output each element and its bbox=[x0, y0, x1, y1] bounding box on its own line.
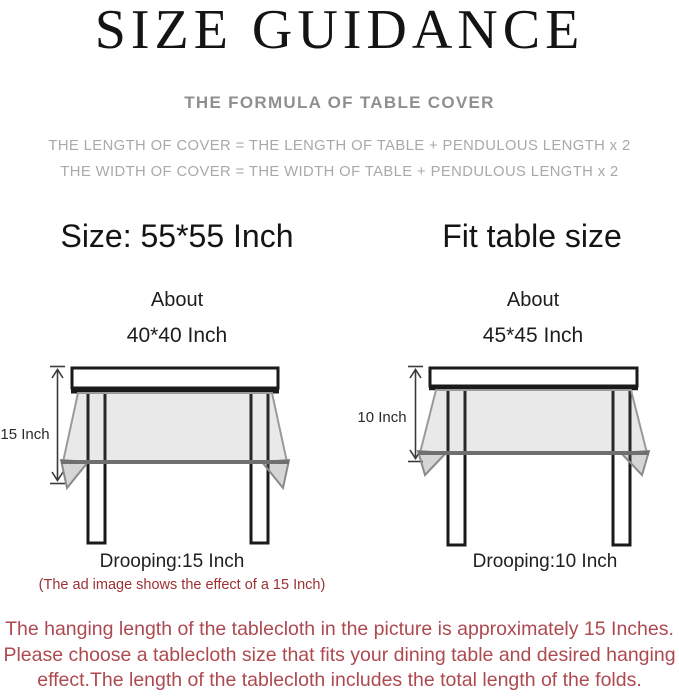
right-drooping-caption: Drooping:10 Inch bbox=[472, 551, 618, 572]
table-diagram-right bbox=[340, 360, 679, 550]
formula-width-line: THE WIDTH OF COVER = THE WIDTH OF TABLE + PENDULOUS LENGTH x 2 bbox=[60, 164, 619, 180]
right-about-label: About bbox=[506, 289, 560, 311]
right-drop-height-label: 10 Inch bbox=[357, 409, 407, 426]
footer-disclaimer bbox=[0, 617, 679, 694]
page-title: SIZE GUIDANCE bbox=[94, 0, 585, 61]
tabletop bbox=[72, 368, 278, 388]
tablecloth bbox=[63, 393, 287, 462]
left-about-label: About bbox=[150, 289, 204, 311]
left-drop-height-label: 15 Inch bbox=[0, 426, 50, 443]
left-table-size: 40*40 Inch bbox=[126, 324, 228, 347]
footer-line: effect.The length of the tablecloth includes the total length of the folds. bbox=[37, 669, 642, 691]
ad-effect-note: (The ad image shows the effect of a 15 Inch) bbox=[38, 577, 326, 593]
left-drooping-caption: Drooping:15 Inch bbox=[99, 551, 245, 572]
tablecloth-corner-fold bbox=[61, 460, 88, 488]
footer-line: The hanging length of the tablecloth in the picture is approximately 15 Inches. bbox=[5, 618, 674, 640]
tablecloth bbox=[420, 390, 647, 453]
left-size-heading: Size: 55*55 Inch bbox=[60, 218, 294, 254]
formula-length-line: THE LENGTH OF COVER = THE LENGTH OF TABLE + PENDULOUS LENGTH x 2 bbox=[48, 138, 631, 154]
right-table-size: 45*45 Inch bbox=[482, 324, 584, 347]
right-fit-heading: Fit table size bbox=[442, 218, 622, 254]
footer-line: Please choose a tablecloth size that fits your dining table and desired hanging bbox=[3, 643, 676, 666]
table-diagram-left bbox=[0, 360, 340, 550]
tabletop bbox=[430, 368, 637, 386]
formula-subtitle: THE FORMULA OF TABLE COVER bbox=[184, 93, 495, 112]
